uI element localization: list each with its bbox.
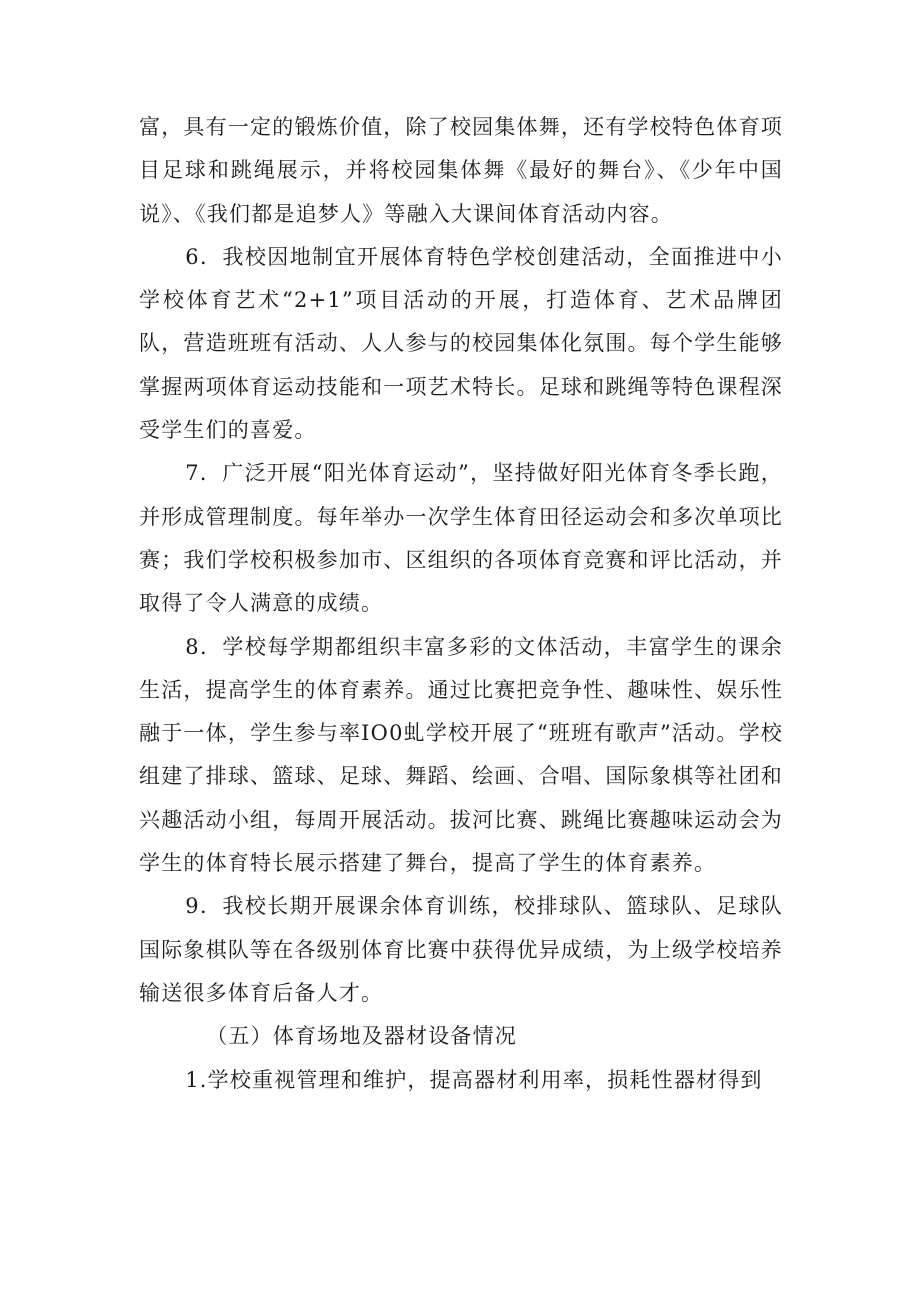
section-heading: （五）体育场地及器材设备情况 (206, 1024, 517, 1049)
paragraph-item-7: 7．广泛开展“阳光体育运动”，坚持做好阳光体育冬季长跑，并形成管理制度。每年举办一次学生体育田径运动会和多次单项比赛；我们学校积极参加市、区组织的各项体育竞赛和评比活动，并取得了令人满意的成绩。 (139, 461, 783, 616)
paragraph-continuation: 富，具有一定的锻炼价值，除了校园集体舞，还有学校特色体育项目足球和跳绳展示，并将校园集体舞《最好的舞台》、《少年中国说》、《我们都是追梦人》等融入大课间体育活动内容。 (139, 115, 783, 226)
paragraph-item-8: 8．学校每学期都组织丰富多彩的文体活动，丰富学生的课余生活，提高学生的体育素养。通过比赛把竞争性、趣味性、娱乐性融于一体，学生参与率IO0虬学校开展了“班班有歌声”活动。学校组建了排球、篮球、足球、舞蹈、绘画、合唱、国际象棋等社团和兴趣活动小组，每周开展活动。拔河比赛、跳绳比赛趣味运动会为学生的体育特长展示搭建了舞台，提高了学生的体育素养。 (139, 634, 783, 876)
paragraph-item-6: 6．我校因地制宜开展体育特色学校创建活动，全面推进中小学校体育艺术“2+1”项目活动的开展，打造体育、艺术品牌团队，营造班班有活动、人人参与的校园集体化氛围。每个学生能够掌握两项体育运动技能和一项艺术特长。足球和跳绳等特色课程深受学生们的喜爱。 (139, 244, 783, 443)
paragraph-item-1: 1.学校重视管理和维护，提高器材利用率，损耗性器材得到 (185, 1067, 763, 1092)
paragraph-item-9: 9．我校长期开展课余体育训练，校排球队、篮球队、足球队国际象棋队等在各级别体育比赛中获得优异成绩，为上级学校培养输送很多体育后备人才。 (139, 894, 783, 1005)
document-body (139, 106, 783, 1102)
